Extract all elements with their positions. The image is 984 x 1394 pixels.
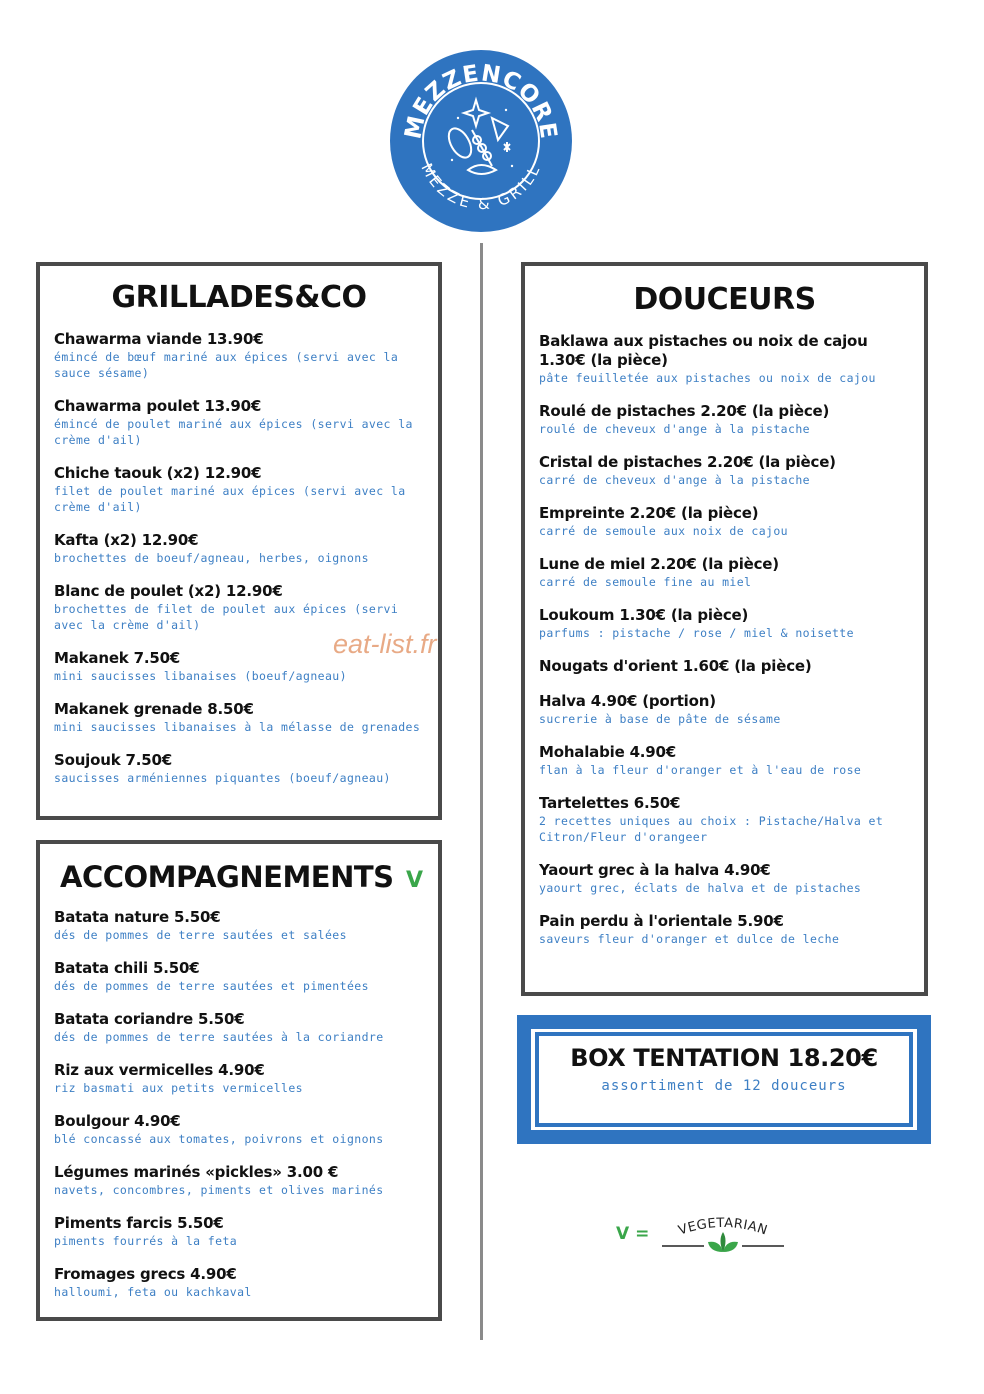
- item-description: piments fourrés à la feta: [54, 1234, 238, 1248]
- menu-item: [539, 606, 918, 641]
- box-tentation-title: BOX TENTATION 18.20€: [570, 1044, 878, 1072]
- item-name: Blanc de poulet (x2) 12.90€: [54, 582, 283, 600]
- menu-item: [54, 464, 428, 515]
- item-description: carré de semoule aux noix de cajou: [539, 524, 789, 538]
- item-name: Chiche taouk (x2) 12.90€: [54, 464, 262, 482]
- menu-item: [539, 692, 918, 727]
- menu-item: [539, 861, 918, 896]
- item-name: Kafta (x2) 12.90€: [54, 531, 199, 549]
- item-description: émincé de bœuf mariné aux épices (servi avec la sauce sésame): [54, 350, 399, 380]
- legend-symbol: V =: [616, 1224, 650, 1244]
- item-description: blé concassé aux tomates, poivrons et oignons: [54, 1132, 384, 1146]
- logo-brand-name: MEZZENCORE: [400, 60, 562, 142]
- accompagnements-section: [36, 840, 442, 1321]
- box-tentation-banner: [517, 1015, 931, 1144]
- accompagnements-title: ACCOMPAGNEMENTS: [60, 860, 394, 894]
- menu-item: [539, 657, 918, 676]
- column-divider: [480, 243, 483, 1340]
- menu-item: [54, 751, 428, 786]
- item-description: 2 recettes uniques au choix : Pistache/Halva et Citron/Fleur d'orangeer: [539, 814, 884, 844]
- menu-item: [54, 1010, 428, 1045]
- item-name: Pain perdu à l'orientale 5.90€: [539, 912, 784, 930]
- menu-item: [539, 555, 918, 590]
- menu-item: [54, 1061, 428, 1096]
- item-name: Riz aux vermicelles 4.90€: [54, 1061, 265, 1079]
- item-description: riz basmati aux petits vermicelles: [54, 1081, 304, 1095]
- item-name: Halva 4.90€ (portion): [539, 692, 716, 710]
- item-name: Yaourt grec à la halva 4.90€: [539, 861, 771, 879]
- menu-item: [54, 1265, 428, 1300]
- item-name: Baklawa aux pistaches ou noix de cajou 1.30€ (la pièce): [539, 332, 868, 369]
- vegetarian-mark: V: [406, 868, 424, 893]
- menu-item: [54, 582, 428, 633]
- item-name: Lune de miel 2.20€ (la pièce): [539, 555, 779, 573]
- menu-item: [539, 402, 918, 437]
- item-name: Tartelettes 6.50€: [539, 794, 681, 812]
- item-description: mini saucisses libanaises (boeuf/agneau): [54, 669, 347, 683]
- menu-item: [54, 1163, 428, 1198]
- item-name: Batata nature 5.50€: [54, 908, 221, 926]
- item-description: émincé de poulet mariné aux épices (servi avec la crème d'ail): [54, 417, 413, 447]
- item-description: dés de pommes de terre sautées et pimentées: [54, 979, 369, 993]
- item-description: pâte feuilletée aux pistaches ou noix de cajou: [539, 371, 876, 385]
- menu-item: [54, 1112, 428, 1147]
- item-name: Mohalabie 4.90€: [539, 743, 677, 761]
- menu-item: [539, 743, 918, 778]
- item-description: roulé de cheveux d'ange à la pistache: [539, 422, 810, 436]
- menu-item: [54, 330, 428, 381]
- item-description: dés de pommes de terre sautées à la coriandre: [54, 1030, 384, 1044]
- menu-item: [539, 912, 918, 947]
- menu-item: [54, 700, 428, 735]
- item-description: filet de poulet mariné aux épices (servi avec la crème d'ail): [54, 484, 406, 514]
- grillades-section: [36, 262, 442, 820]
- menu-item: [54, 397, 428, 448]
- douceurs-section: [521, 262, 928, 996]
- logo-tagline: MEZZE & GRILL: [417, 160, 545, 214]
- douceurs-title: DOUCEURS: [633, 282, 816, 317]
- item-name: Légumes marinés «pickles» 3.00 €: [54, 1163, 339, 1181]
- item-description: flan à la fleur d'oranger et à l'eau de rose: [539, 763, 862, 777]
- item-name: Cristal de pistaches 2.20€ (la pièce): [539, 453, 836, 471]
- item-description: yaourt grec, éclats de halva et de pistaches: [539, 881, 862, 895]
- item-name: Loukoum 1.30€ (la pièce): [539, 606, 749, 624]
- box-tentation-subtitle: assortiment de 12 douceurs: [601, 1078, 847, 1094]
- item-description: brochettes de boeuf/agneau, herbes, oignons: [54, 551, 369, 565]
- menu-item: [539, 332, 918, 386]
- item-description: saveurs fleur d'oranger et dulce de leche: [539, 932, 840, 946]
- menu-item: [54, 908, 428, 943]
- item-description: brochettes de filet de poulet aux épices (servi avec la crème d'ail): [54, 602, 399, 632]
- item-name: Batata coriandre 5.50€: [54, 1010, 245, 1028]
- item-name: Fromages grecs 4.90€: [54, 1265, 237, 1283]
- mezzencore-logo: [388, 48, 574, 234]
- item-description: saucisses arméniennes piquantes (boeuf/agneau): [54, 771, 391, 785]
- item-description: mini saucisses libanaises à la mélasse de grenades: [54, 720, 421, 734]
- item-name: Roulé de pistaches 2.20€ (la pièce): [539, 402, 830, 420]
- leaf-icon: [708, 1232, 738, 1252]
- menu-item: [54, 959, 428, 994]
- box-tentation-panel: [535, 1032, 913, 1127]
- item-name: Makanek grenade 8.50€: [54, 700, 254, 718]
- item-description: sucrerie à base de pâte de sésame: [539, 712, 781, 726]
- accompagnements-list: [54, 908, 428, 1316]
- vegetarian-badge: [660, 1208, 786, 1260]
- item-name: Makanek 7.50€: [54, 649, 181, 667]
- item-description: carré de cheveux d'ange à la pistache: [539, 473, 810, 487]
- item-name: Piments farcis 5.50€: [54, 1214, 224, 1232]
- item-description: carré de semoule fine au miel: [539, 575, 752, 589]
- watermark: eat-list.fr: [333, 629, 437, 659]
- douceurs-list: [539, 332, 918, 963]
- item-description: halloumi, feta ou kachkaval: [54, 1285, 252, 1299]
- grillades-title: GRILLADES&CO: [111, 280, 367, 315]
- item-description: dés de pommes de terre sautées et salées: [54, 928, 347, 942]
- item-name: Empreinte 2.20€ (la pièce): [539, 504, 759, 522]
- item-name: Boulgour 4.90€: [54, 1112, 181, 1130]
- menu-item: [54, 531, 428, 566]
- grillades-list: [54, 330, 428, 802]
- item-description: navets, concombres, piments et olives marinés: [54, 1183, 384, 1197]
- item-name: Soujouk 7.50€: [54, 751, 172, 769]
- item-name: Chawarma viande 13.90€: [54, 330, 264, 348]
- item-name: Chawarma poulet 13.90€: [54, 397, 262, 415]
- item-name: Nougats d'orient 1.60€ (la pièce): [539, 657, 812, 675]
- menu-item: [539, 504, 918, 539]
- menu-item: [539, 794, 918, 845]
- item-description: parfums : pistache / rose / miel & noisette: [539, 626, 854, 640]
- menu-item: [54, 1214, 428, 1249]
- legend-label: VEGETARIAN: [676, 1215, 770, 1239]
- vegetarian-legend: [616, 1208, 796, 1268]
- menu-item: [539, 453, 918, 488]
- item-name: Batata chili 5.50€: [54, 959, 200, 977]
